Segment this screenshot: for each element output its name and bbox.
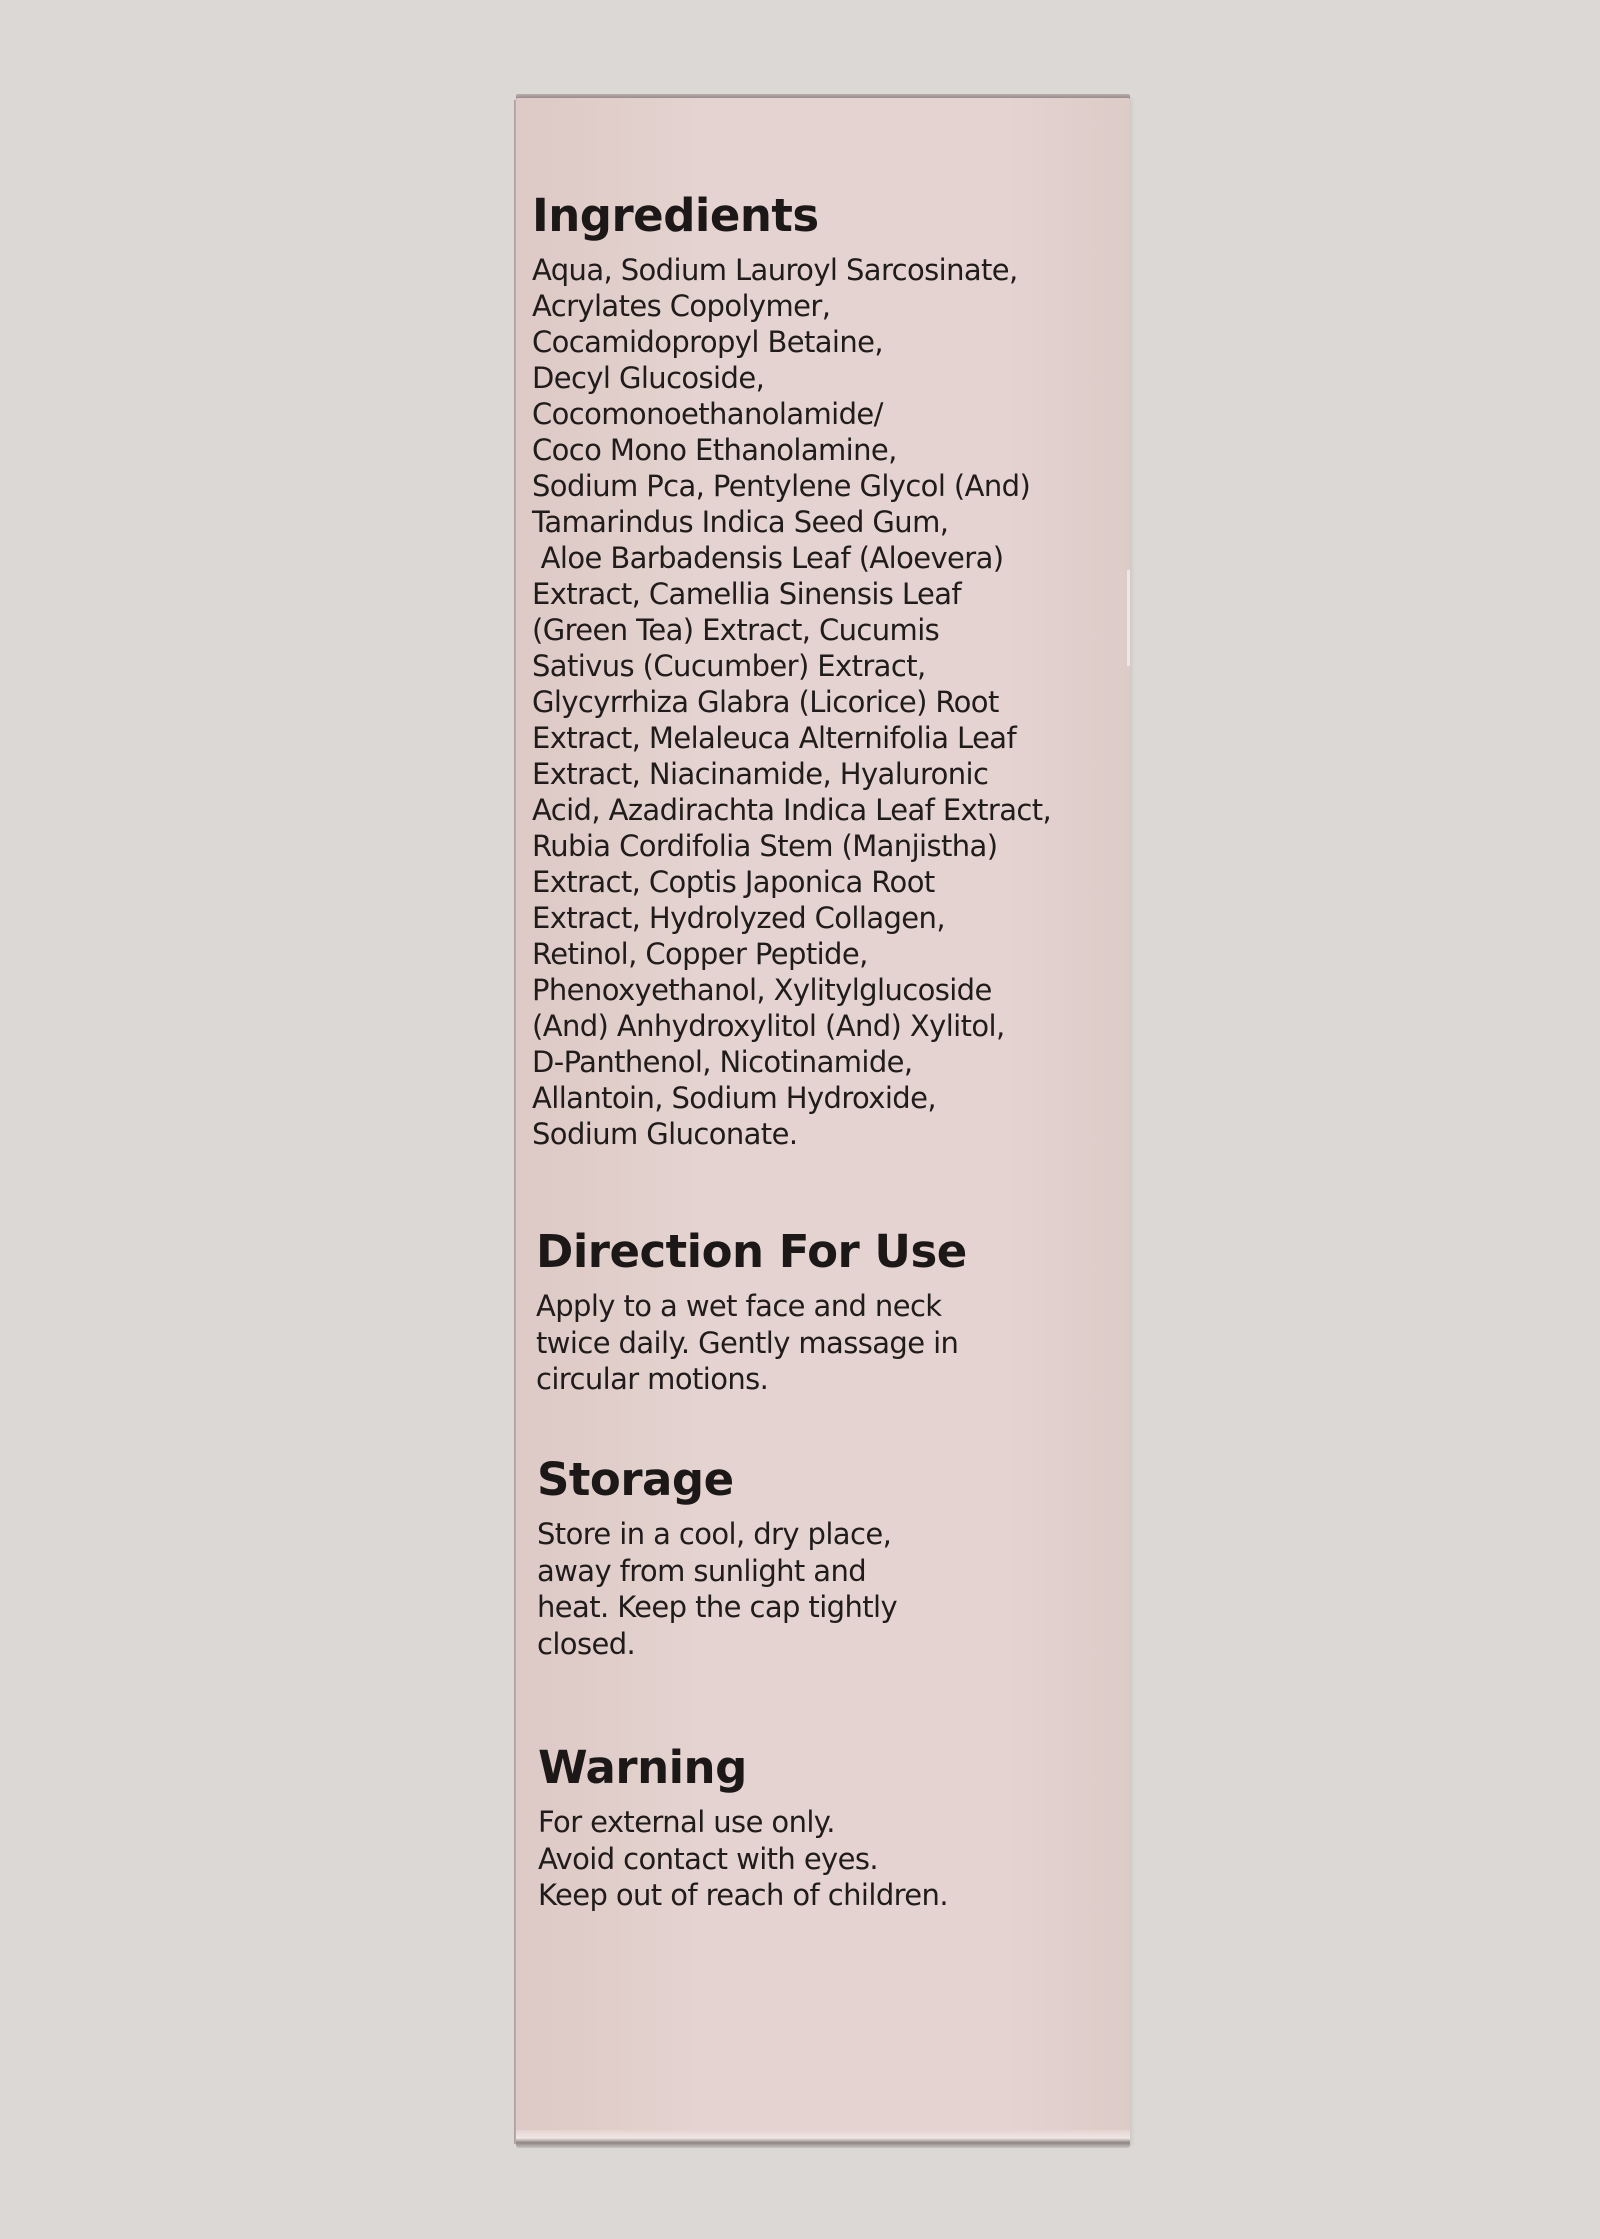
ingredients-line: Allantoin, Sodium Hydroxide,: [532, 1081, 936, 1115]
storage-heading: Storage: [537, 1453, 734, 1506]
ingredients-line: Sodium Gluconate.: [532, 1117, 798, 1151]
ingredients-line: Phenoxyethanol, Xylitylglucoside: [532, 973, 992, 1007]
label-content: [532, 186, 1112, 1912]
ingredients-line: Extract, Melaleuca Alternifolia Leaf: [532, 721, 1017, 755]
ingredients-line: Coco Mono Ethanolamine,: [532, 433, 897, 467]
storage-section: [537, 1450, 897, 1662]
ingredients-line: Acid, Azadirachta Indica Leaf Extract,: [532, 793, 1052, 827]
warning-heading: Warning: [538, 1741, 747, 1794]
ingredients-line: Extract, Camellia Sinensis Leaf: [532, 577, 962, 611]
ingredients-line: Cocomonoethanolamide/: [532, 397, 883, 431]
ingredients-line: Extract, Coptis Japonica Root: [532, 865, 935, 899]
ingredients-heading: Ingredients: [532, 189, 819, 242]
direction-line: circular motions.: [536, 1362, 769, 1396]
warning-line: Keep out of reach of children.: [538, 1878, 948, 1912]
ingredients-line: Extract, Niacinamide, Hyaluronic: [532, 757, 989, 791]
storage-line: away from sunlight and: [537, 1553, 867, 1588]
warning-line: Avoid contact with eyes.: [538, 1841, 878, 1876]
direction-section: [536, 1222, 967, 1398]
ingredients-line: Extract, Hydrolyzed Collagen,: [532, 901, 945, 935]
direction-line: twice daily. Gently massage in: [536, 1325, 959, 1360]
box-bottom-edge: [516, 2130, 1130, 2148]
storage-line: heat. Keep the cap tightly: [537, 1590, 898, 1624]
direction-line: Apply to a wet face and neck: [536, 1289, 942, 1323]
ingredients-line: Decyl Glucoside,: [532, 361, 765, 395]
ingredients-line: Retinol, Copper Peptide,: [532, 937, 868, 971]
warning-line: For external use only.: [538, 1805, 835, 1839]
ingredients-line: Sodium Pca, Pentylene Glycol (And): [532, 469, 1031, 503]
ingredients-line: Cocamidopropyl Betaine,: [532, 325, 884, 359]
ingredients-section: [532, 186, 1112, 1152]
ingredients-line: Sativus (Cucumber) Extract,: [532, 649, 926, 683]
ingredients-line: Aloe Barbadensis Leaf (Aloevera): [532, 541, 1004, 575]
ingredients-line: Tamarindus Indica Seed Gum,: [532, 505, 949, 539]
ingredients-line: (And) Anhydroxylitol (And) Xylitol,: [532, 1009, 1005, 1043]
ingredients-line: (Green Tea) Extract, Cucumis: [532, 613, 940, 647]
ingredients-line: Rubia Cordifolia Stem (Manjistha): [532, 829, 998, 863]
ingredients-line: D-Panthenol, Nicotinamide,: [532, 1045, 913, 1079]
ingredients-line: Acrylates Copolymer,: [532, 289, 831, 323]
ingredients-list: [532, 252, 1112, 1152]
box-right-crease: [1127, 570, 1130, 666]
storage-line: Store in a cool, dry place,: [537, 1517, 892, 1551]
direction-heading: Direction For Use: [536, 1225, 967, 1278]
storage-line: closed.: [537, 1626, 636, 1661]
warning-section: [538, 1738, 948, 1914]
ingredients-line: Aqua, Sodium Lauroyl Sarcosinate,: [532, 253, 1018, 287]
ingredients-line: Glycyrrhiza Glabra (Licorice) Root: [532, 685, 999, 719]
